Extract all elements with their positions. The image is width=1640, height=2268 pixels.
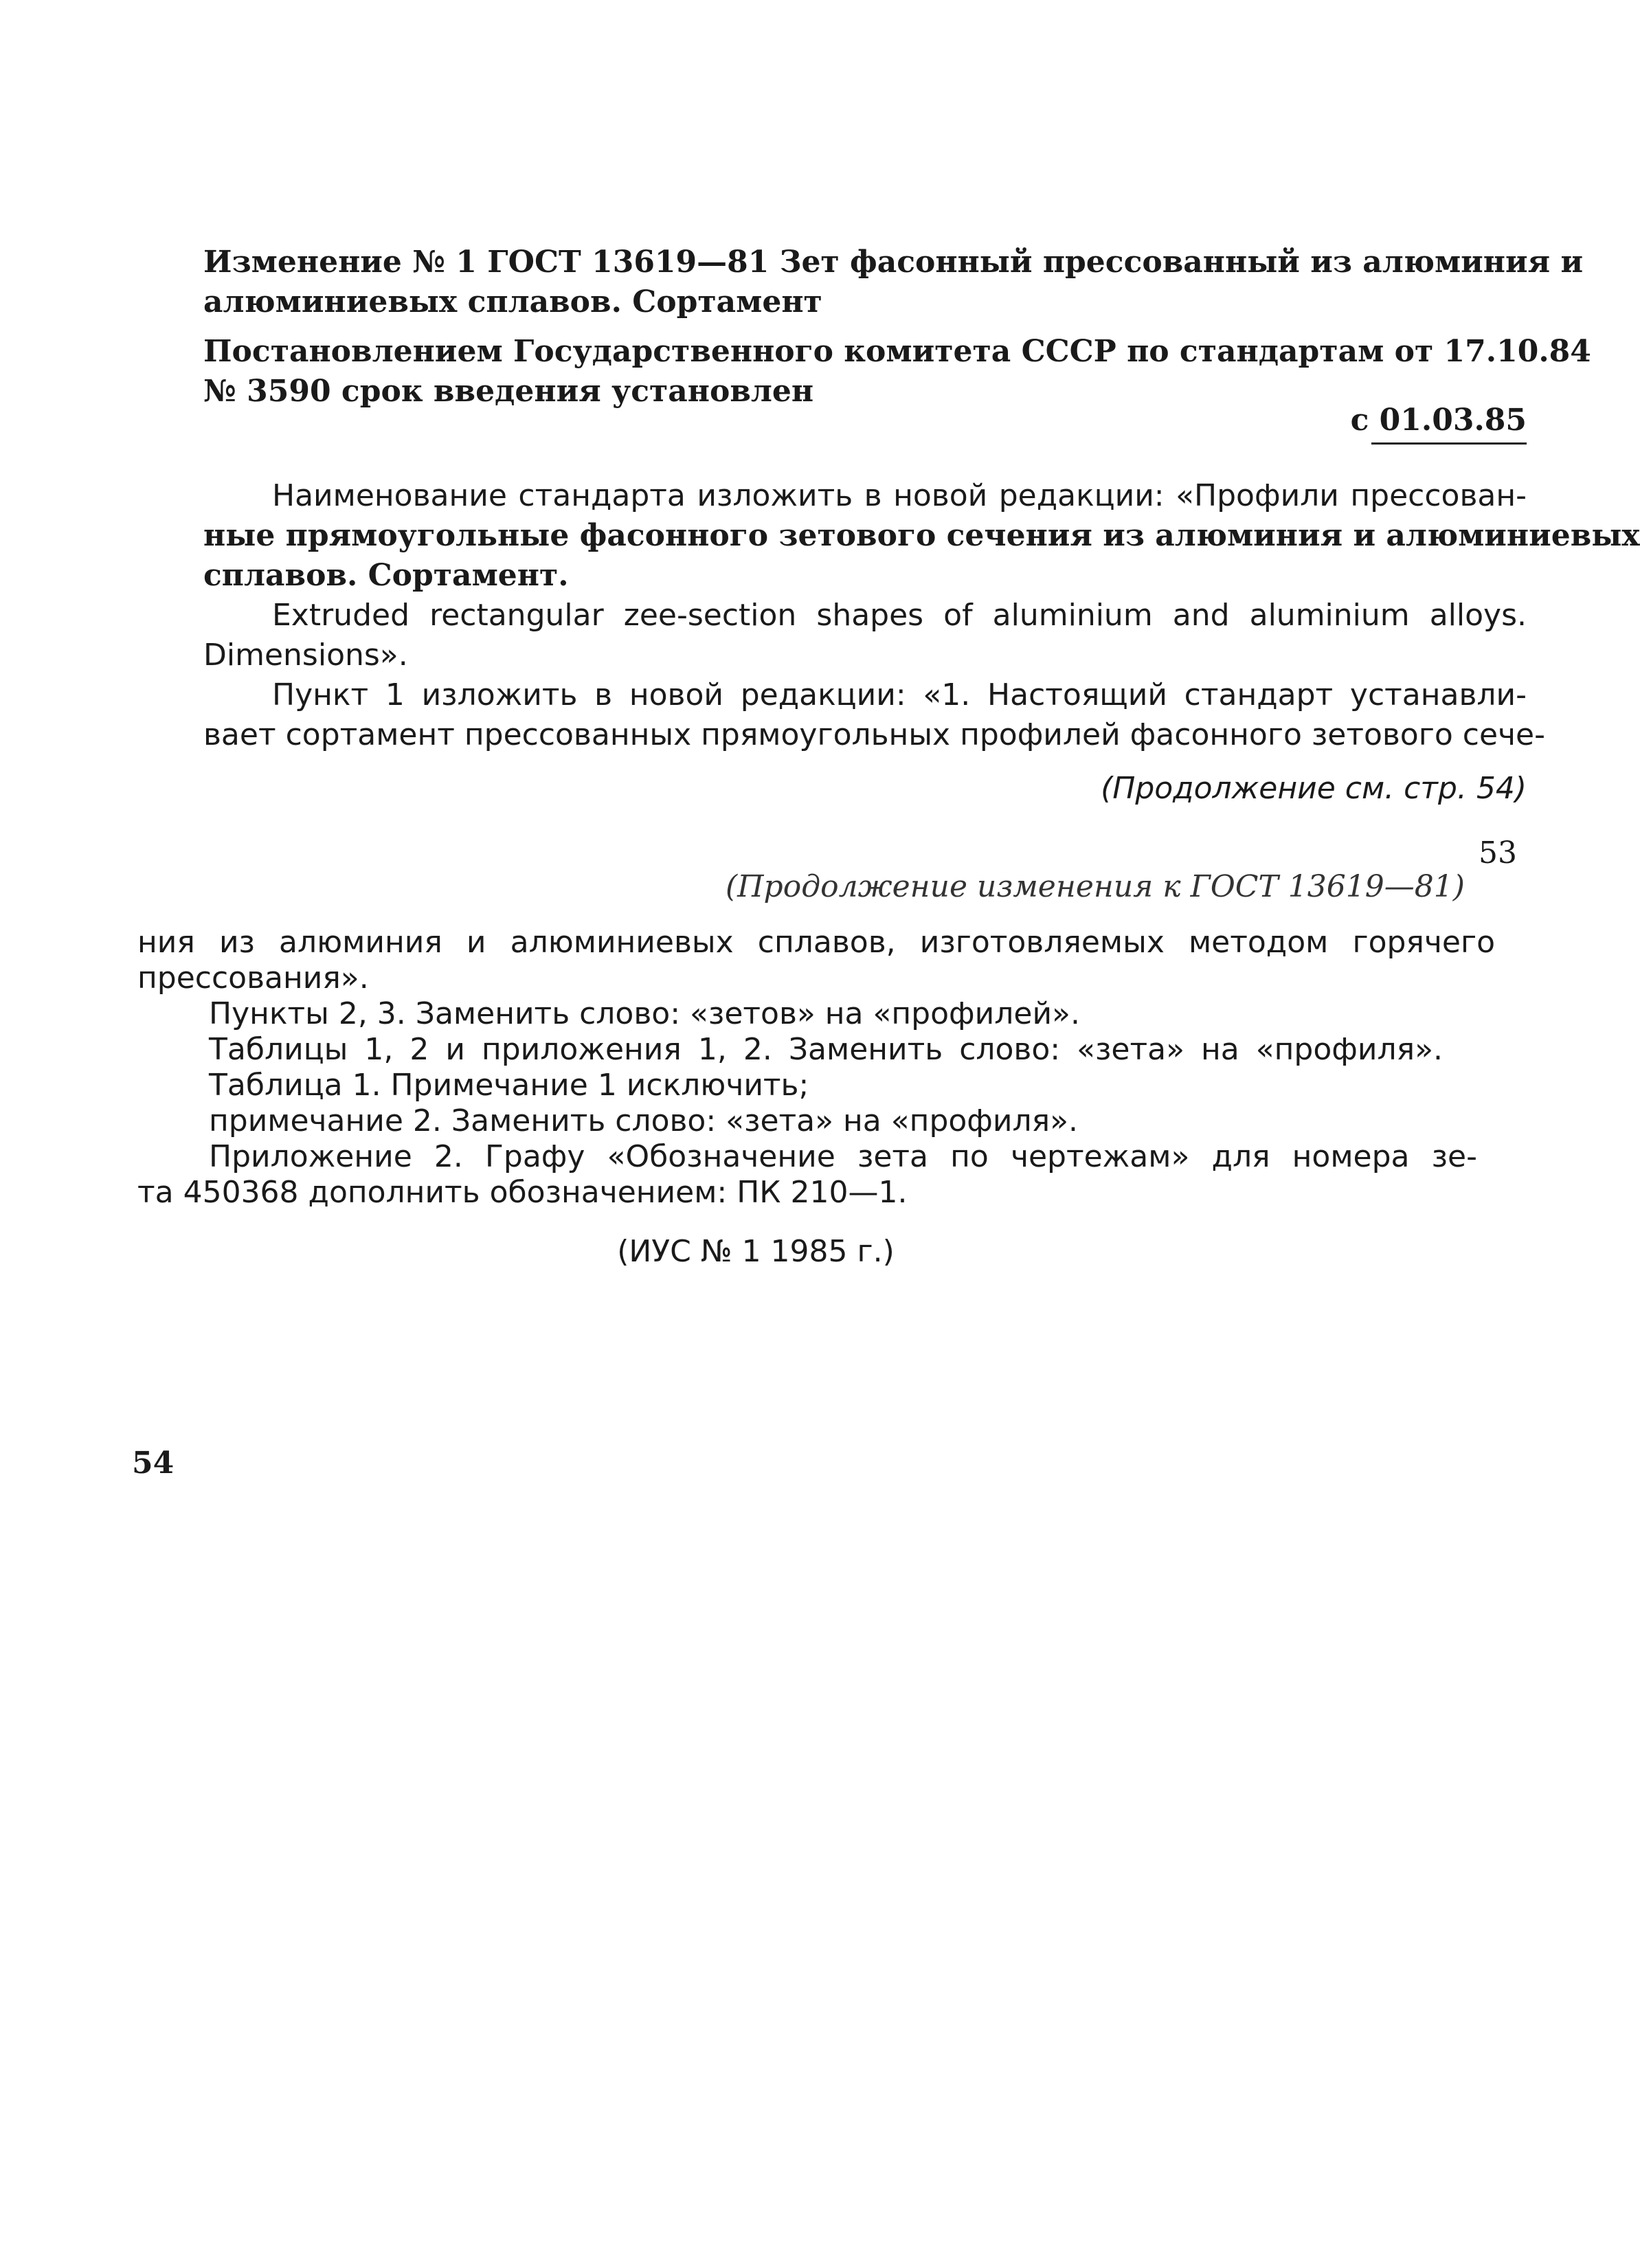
effective-date: с 01.03.85 [1350,403,1527,438]
item-tables-appendices: Таблицы 1, 2 и приложения 1, 2. Заменить слово: «зета» на «профиля». [209,1032,1443,1067]
body-p1-line-2: ные прямоугольные фасонного зетового сечения из алюминия и алюминиевых [203,518,1640,553]
body-p1-line-3: сплавов. Сортамент. [203,558,569,593]
page-number-53: 53 [1479,835,1517,871]
cut-running-header [726,869,1465,912]
source-ref: (ИУС № 1 1985 г.) [617,1234,895,1269]
body-p2-line-1: Extruded rectangular zee-section shapes of aluminium and aluminium alloys. [272,598,1527,633]
continued-line-2: прессования». [137,961,369,996]
header-line-4: № 3590 срок введения установлен [203,374,814,409]
item-appendix-2: Приложение 2. Графу «Обозначение зета по чертежам» для номера зе- [209,1139,1477,1174]
date-underline [1371,442,1527,445]
body-p3-line-1: Пункт 1 изложить в новой редакции: «1. Настоящий стандарт устанавли- [272,677,1527,712]
header-line-2: алюминиевых сплавов. Сортамент [203,284,822,319]
continued-line-1: ния из алюминия и алюминиевых сплавов, изготовляемых методом горячего [137,925,1495,960]
page-number-54: 54 [132,1446,175,1481]
cut-running-header-text: (Продолжение изменения к ГОСТ 13619—81) [726,869,1465,904]
continuation-note: (Продолжение см. стр. 54) [1101,771,1527,806]
item-appendix-2-cont: та 450368 дополнить обозначением: ПК 210—1. [137,1175,908,1210]
header-line-3: Постановлением Государственного комитета СССР по стандартам от 17.10.84 [203,334,1591,369]
item-table-1: Таблица 1. Примечание 1 исключить; [209,1068,809,1103]
body-p3-line-2: вает сортамент прессованных прямоугольных профилей фасонного зетового сече- [203,717,1545,752]
body-p2-line-2: Dimensions». [203,638,408,673]
body-p1-line-1: Наименование стандарта изложить в новой редакции: «Профили прессован- [272,478,1527,513]
header-line-1: Изменение № 1 ГОСТ 13619—81 Зет фасонный прессованный из алюминия и [203,245,1584,280]
item-note-2: примечание 2. Заменить слово: «зета» на «профиля». [209,1103,1078,1138]
item-points-2-3: Пункты 2, 3. Заменить слово: «зетов» на «профилей». [209,996,1080,1031]
